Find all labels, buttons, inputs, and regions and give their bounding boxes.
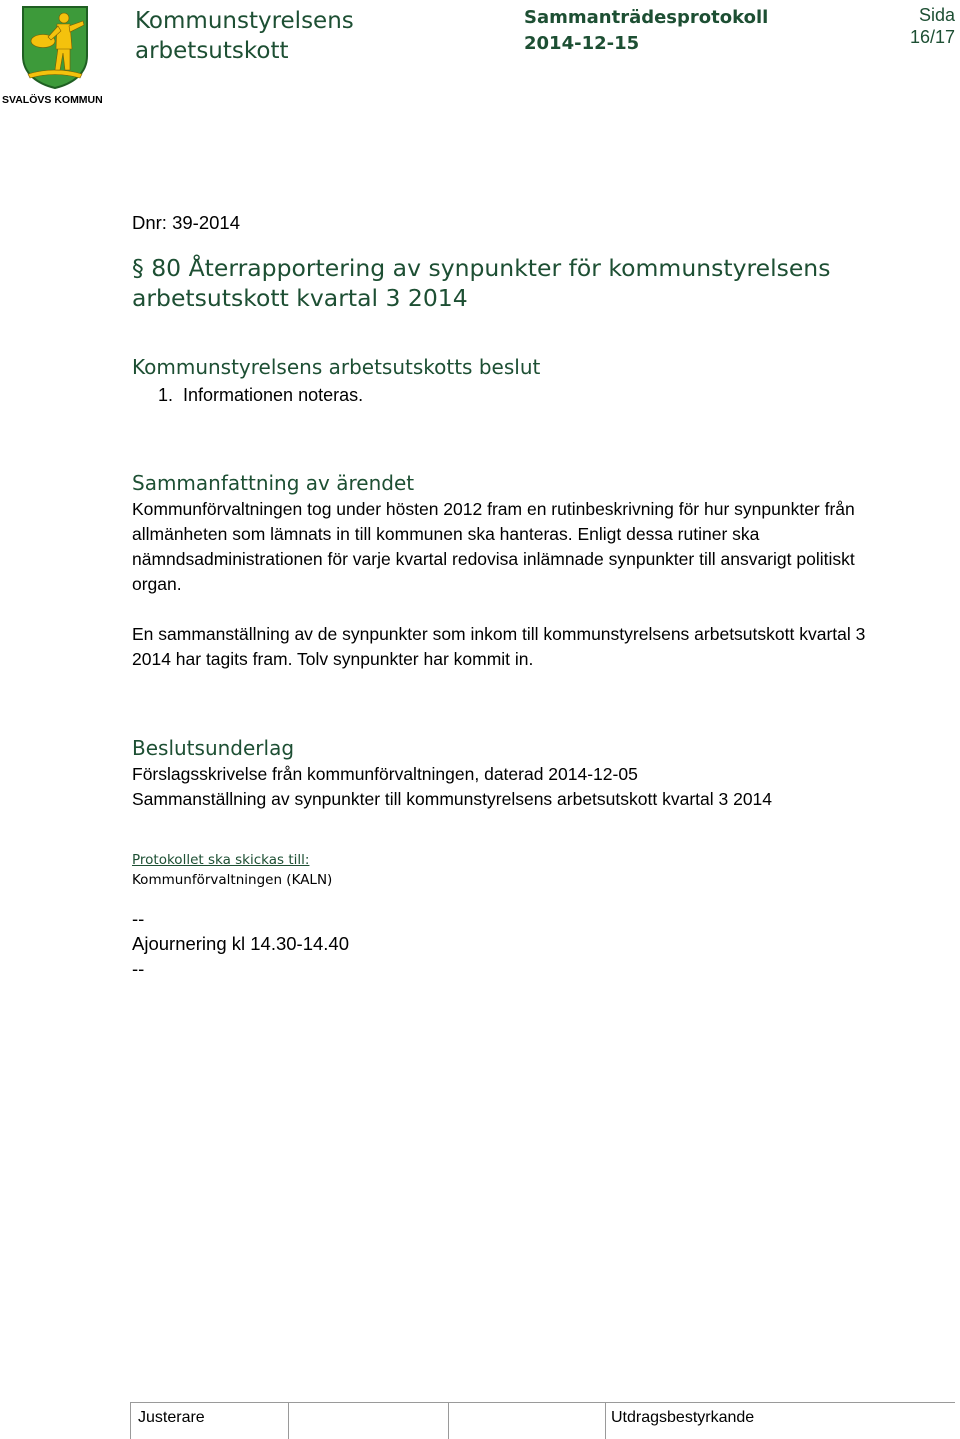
paragraph-line: organ.	[132, 574, 182, 594]
paragraph-line: nämndsadministrationen för varje kvartal redovisa inlämnade synpunkter till ansvarigt politiskt	[132, 549, 855, 569]
page-label: Sida	[918, 5, 955, 25]
paragraph-line: Kommunförvaltningen tog under hösten 2012 fram en rutinbeskrivning för hur synpunkter från	[132, 499, 855, 519]
decision-heading: Kommunstyrelsens arbetsutskotts beslut	[132, 355, 541, 379]
municipality-name: SVALÖVS KOMMUN	[2, 94, 103, 106]
signer-label: Justerare	[138, 1409, 205, 1426]
paragraph-line: En sammanställning av de synpunkter som inkom till kommunstyrelsens arbetsutskott kvartal 3	[132, 624, 866, 644]
signature-footer	[130, 1402, 955, 1439]
section-title-line: arbetsutskott kvartal 3 2014	[132, 284, 468, 312]
separator: --	[132, 908, 145, 929]
summary-heading: Sammanfattning av ärendet	[132, 471, 415, 495]
committee-name-line: Kommunstyrelsens	[135, 8, 354, 34]
document-type: Sammanträdesprotokoll	[524, 7, 769, 28]
basis-list	[132, 762, 772, 812]
distribution-heading: Protokollet ska skickas till:	[132, 852, 310, 868]
distribution-recipient: Kommunförvaltningen (KALN)	[132, 872, 333, 888]
certification-label: Utdragsbestyrkande	[611, 1409, 755, 1426]
adjournment-note: Ajournering kl 14.30-14.40	[132, 933, 350, 954]
decision-item	[158, 383, 363, 407]
decision-item-text: Informationen noteras.	[183, 385, 364, 405]
committee-name	[135, 6, 354, 66]
sower-head-shape	[59, 13, 69, 23]
signature-cell	[449, 1403, 606, 1439]
case-number: Dnr: 39-2014	[132, 212, 240, 233]
section-title	[132, 253, 830, 313]
paragraph-line: allmänheten som lämnats in till kommunen ska hanteras. Enligt dessa rutiner ska	[132, 524, 760, 544]
decision-item-number: 1.	[158, 385, 174, 405]
coat-of-arms-icon	[20, 4, 90, 90]
basis-item: Förslagsskrivelse från kommunförvaltningen, daterad 2014-12-05	[132, 764, 638, 784]
page-number: 16/17	[909, 27, 955, 47]
document-type-block	[524, 5, 768, 57]
basis-heading: Beslutsunderlag	[132, 736, 295, 760]
committee-name-line: arbetsutskott	[135, 38, 289, 64]
certification-cell	[606, 1403, 955, 1439]
page-info	[910, 4, 955, 48]
summary-paragraph	[132, 497, 855, 597]
meeting-date: 2014-12-15	[524, 33, 640, 54]
signer-cell	[131, 1403, 289, 1439]
meeting-notes	[132, 906, 349, 981]
distribution-list	[132, 871, 332, 889]
separator: --	[132, 958, 145, 979]
signature-cell	[289, 1403, 449, 1439]
paragraph-line: 2014 har tagits fram. Tolv synpunkter har kommit in.	[132, 649, 534, 669]
basis-item: Sammanställning av synpunkter till kommunstyrelsens arbetsutskott kvartal 3 2014	[132, 789, 773, 809]
section-title-line: § 80 Återrapportering av synpunkter för kommunstyrelsens	[132, 254, 831, 282]
summary-paragraph	[132, 622, 865, 672]
